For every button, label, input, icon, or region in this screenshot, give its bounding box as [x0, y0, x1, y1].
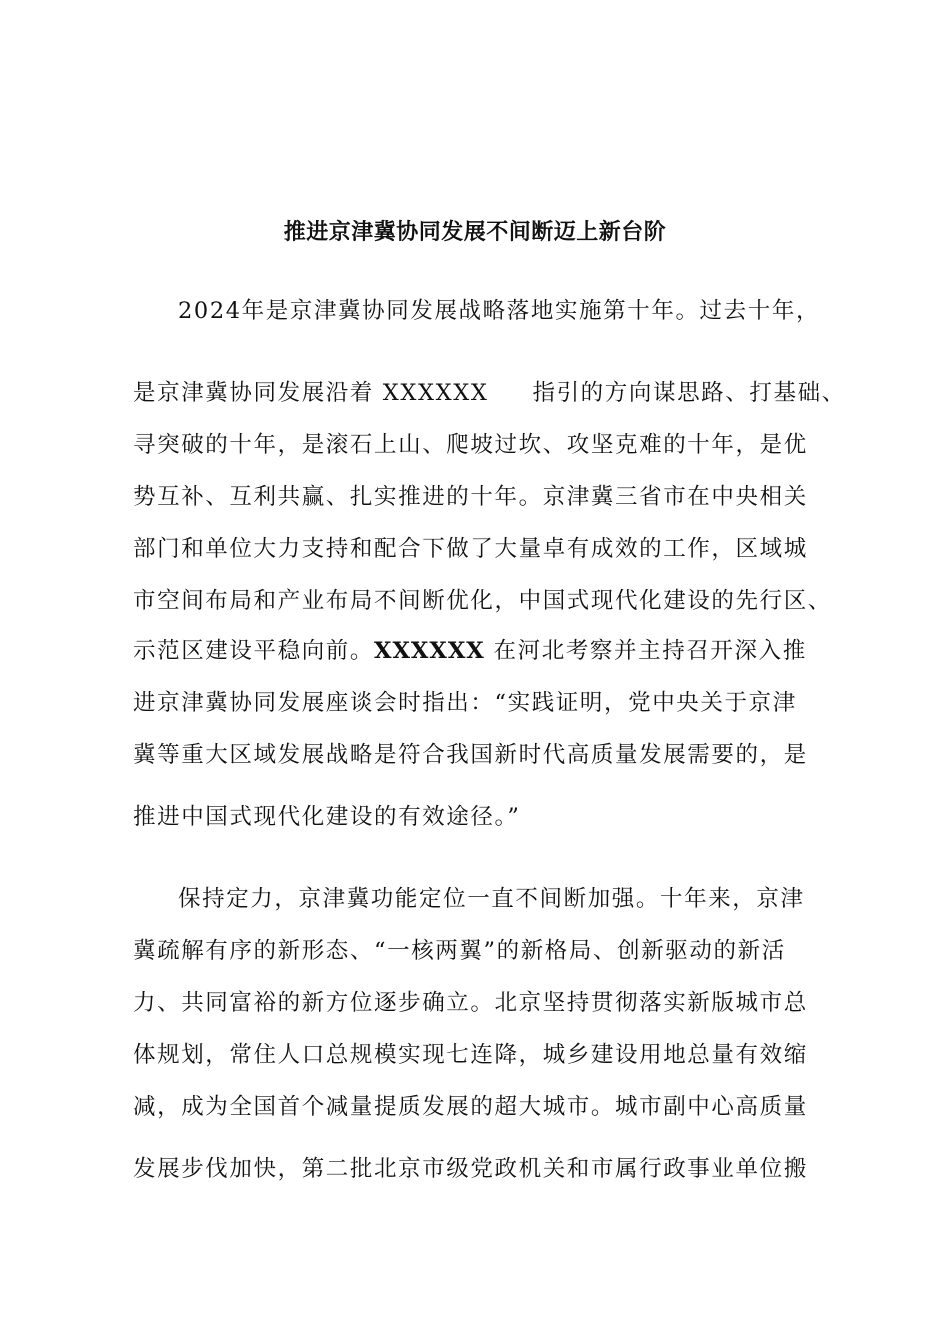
paragraph-1-line-10: 推进中国式现代化建设的有效途径。” [133, 804, 521, 830]
paragraph-1-line-2-part-a: 是京津冀协同发展沿着 XXXXXX [133, 380, 489, 406]
paragraph-2-line-2: 冀疏解有序的新形态、“一核两翼”的新格局、创新驱动的新活 [133, 938, 786, 964]
paragraph-2-line-3: 力、共同富裕的新方位逐步确立。北京坚持贯彻落实新版城市总 [133, 990, 808, 1016]
paragraph-1-line-7-bold: XXXXXX [374, 638, 485, 664]
paragraph-1-line-3: 寻突破的十年，是滚石上山、爬坡过坎、攻坚克难的十年，是优 [133, 432, 808, 458]
document-title: 推进京津冀协同发展不间断迈上新台阶 [283, 220, 667, 245]
paragraph-1-line-1: 2024年是京津冀协同发展战略落地实施第十年。过去十年， [178, 298, 821, 324]
paragraph-2-line-5: 减，成为全国首个减量提质发展的超大城市。城市副中心高质量 [133, 1094, 808, 1120]
paragraph-1-line-4: 势互补、互利共赢、扎实推进的十年。京津冀三省市在中央相关 [133, 484, 808, 510]
paragraph-1-line-8: 进京津冀协同发展座谈会时指出：“实践证明，党中央关于京津 [133, 690, 797, 716]
paragraph-2-line-4: 体规划，常住人口总规模实现七连降，城乡建设用地总量有效缩 [133, 1042, 808, 1068]
paragraph-2-line-1: 保持定力，京津冀功能定位一直不间断加强。十年来，京津 [178, 886, 805, 912]
paragraph-1-line-9: 冀等重大区域发展战略是符合我国新时代高质量发展需要的，是 [133, 742, 808, 768]
paragraph-1-line-2 [133, 378, 846, 408]
paragraph-1-line-5: 部门和单位大力支持和配合下做了大量卓有成效的工作，区域城 [133, 536, 808, 562]
paragraph-1-line-7-part-a: 示范区建设平稳向前。 [133, 638, 375, 664]
paragraph-2-line-6: 发展步伐加快，第二批北京市级党政机关和市属行政事业单位搬 [133, 1156, 808, 1182]
paragraph-1-line-7-part-b: 在河北考察并主持召开深入推 [484, 638, 807, 664]
paragraph-1-line-2-part-b: 指引的方向谋思路、打基础、 [532, 380, 846, 406]
paragraph-1-line-6: 市空间布局和产业布局不间断优化，中国式现代化建设的先行区、 [133, 588, 832, 614]
paragraph-1-line-7 [133, 636, 833, 666]
